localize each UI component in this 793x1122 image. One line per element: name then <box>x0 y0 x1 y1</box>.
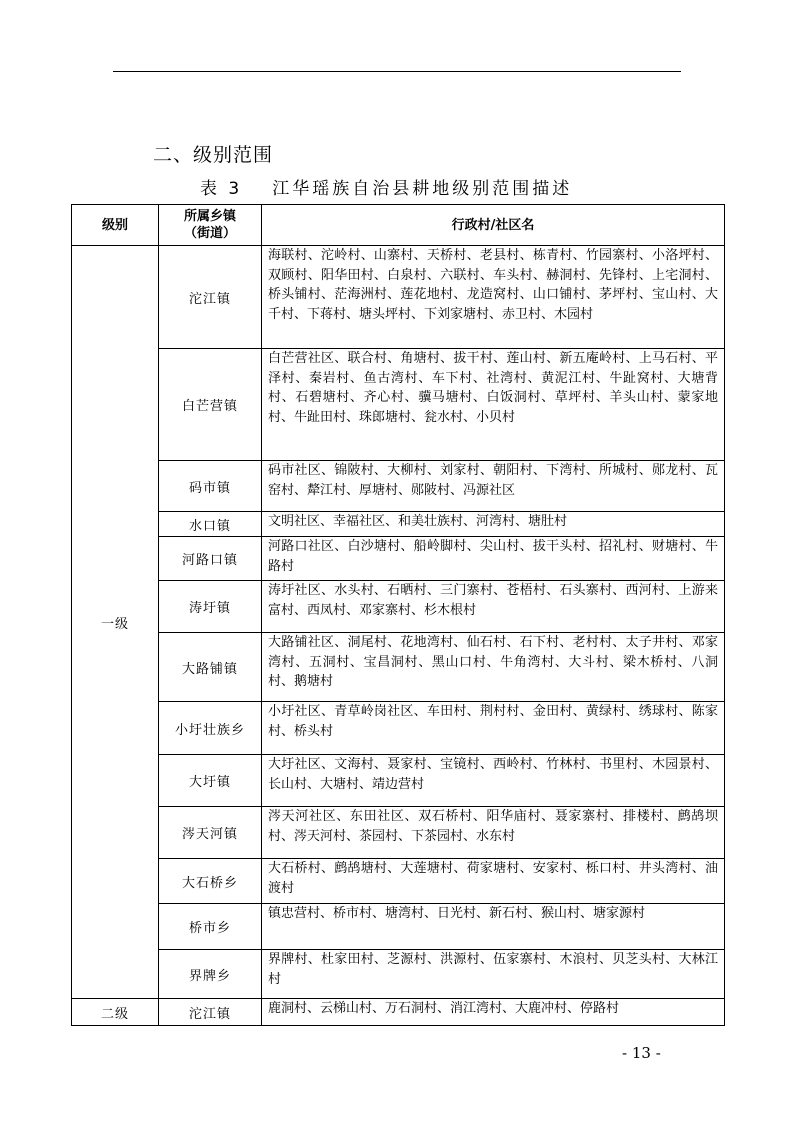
section-heading: 二、级别范围 <box>153 144 274 166</box>
table-row <box>72 807 725 859</box>
level-cell: 二级 <box>72 999 159 1026</box>
villages-cell: 小圩社区、青草岭岗社区、车田村、荆村村、金田村、黄绿村、绣球村、陈家村、桥头村 <box>262 702 725 755</box>
table-row <box>72 755 725 807</box>
town-cell: 大圩镇 <box>159 755 262 807</box>
villages-cell: 鹿洞村、云梯山村、万石洞村、消江湾村、大鹿冲村、停路村 <box>262 999 725 1026</box>
table-row <box>72 904 725 950</box>
town-cell: 涔天河镇 <box>159 807 262 859</box>
table-row <box>72 537 725 581</box>
table-row <box>72 702 725 755</box>
table-row <box>72 246 725 349</box>
villages-cell: 码市社区、锦陂村、大柳村、刘家村、朝阳村、下湾村、所城村、郧龙村、瓦窑村、犛江村、厚塘村、郧陂村、冯源社区 <box>262 461 725 512</box>
table-number: 表 3 <box>200 179 243 199</box>
town-cell: 大路铺镇 <box>159 633 262 702</box>
town-cell: 码市镇 <box>159 461 262 512</box>
villages-cell: 海联村、沱岭村、山寨村、天桥村、老县村、栋青村、竹园寨村、小洛坪村、双顾村、阳华田村、白泉村、六联村、车头村、赫洞村、先锋村、上宅洞村、桥头铺村、茫海洲村、莲花地村、龙造窝村、山口铺村、茅坪村、宝山村、大千村、下蒋村、塘头坪村、下刘家塘村、赤卫村、木园村 <box>262 246 725 349</box>
table-caption <box>200 174 572 199</box>
table-header-row <box>72 205 725 246</box>
header-town-line1: 所属乡镇 <box>183 209 236 224</box>
header-rule <box>113 71 681 72</box>
table-row <box>72 512 725 537</box>
level-scope-table <box>71 204 725 1026</box>
table-row <box>72 859 725 904</box>
town-cell: 沱江镇 <box>159 999 262 1026</box>
table-row <box>72 461 725 512</box>
town-cell: 桥市乡 <box>159 904 262 950</box>
header-villages: 行政村/社区名 <box>262 205 725 246</box>
villages-cell: 河路口社区、白沙塘村、船岭脚村、尖山村、拔干头村、招礼村、财塘村、牛路村 <box>262 537 725 581</box>
town-cell: 水口镇 <box>159 512 262 537</box>
villages-cell: 涛圩社区、水头村、石晒村、三门寨村、苍梧村、石头寨村、西河村、上游来富村、西凤村、邓家寨村、杉木根村 <box>262 581 725 633</box>
header-town-line2: （街道） <box>183 226 236 241</box>
table-row <box>72 999 725 1026</box>
villages-cell: 大圩社区、文海村、聂家村、宝镜村、西岭村、竹林村、书里村、木园景村、长山村、大塘村、靖边营村 <box>262 755 725 807</box>
town-cell: 白芒营镇 <box>159 349 262 461</box>
table-title: 江华瑶族自治县耕地级别范围描述 <box>272 179 573 199</box>
town-cell: 界牌乡 <box>159 950 262 999</box>
villages-cell: 界牌村、杜家田村、芝源村、洪源村、伍家寨村、木浪村、贝芝头村、大林江村 <box>262 950 725 999</box>
table-row <box>72 950 725 999</box>
town-cell: 河路口镇 <box>159 537 262 581</box>
town-cell: 沱江镇 <box>159 246 262 349</box>
level-cell: 一级 <box>72 246 159 999</box>
villages-cell: 大石桥村、鹧鸪塘村、大莲塘村、荷家塘村、安家村、栎口村、井头湾村、油渡村 <box>262 859 725 904</box>
town-cell: 小圩壮族乡 <box>159 702 262 755</box>
header-level: 级别 <box>72 205 159 246</box>
town-cell: 涛圩镇 <box>159 581 262 633</box>
villages-cell: 文明社区、幸福社区、和美壮族村、河湾村、塘肚村 <box>262 512 725 537</box>
villages-cell: 涔天河社区、东田社区、双石桥村、阳华庙村、聂家寨村、排楼村、鹧鸪坝村、涔天河村、茶园村、下茶园村、水东村 <box>262 807 725 859</box>
villages-cell: 镇忠营村、桥市村、塘湾村、日光村、新石村、猴山村、塘家源村 <box>262 904 725 950</box>
villages-cell: 大路铺社区、洞尾村、花地湾村、仙石村、石下村、老村村、太子井村、邓家湾村、五洞村、宝昌洞村、黑山口村、牛角湾村、大斗村、梁木桥村、八洞村、鹅塘村 <box>262 633 725 702</box>
page-number: - 13 - <box>622 1044 661 1062</box>
table-row <box>72 581 725 633</box>
table-row <box>72 633 725 702</box>
table-row <box>72 349 725 461</box>
villages-cell: 白芒营社区、联合村、角塘村、拔干村、莲山村、新五庵岭村、上马石村、平泽村、秦岩村、鱼古湾村、车下村、社湾村、黄泥江村、牛趾窝村、大塘背村、石碧塘村、齐心村、骥马塘村、白饭洞村、草坪村、羊头山村、蒙家地村、牛趾田村、珠郎塘村、瓮水村、小贝村 <box>262 349 725 461</box>
town-cell: 大石桥乡 <box>159 859 262 904</box>
header-town <box>159 205 262 246</box>
